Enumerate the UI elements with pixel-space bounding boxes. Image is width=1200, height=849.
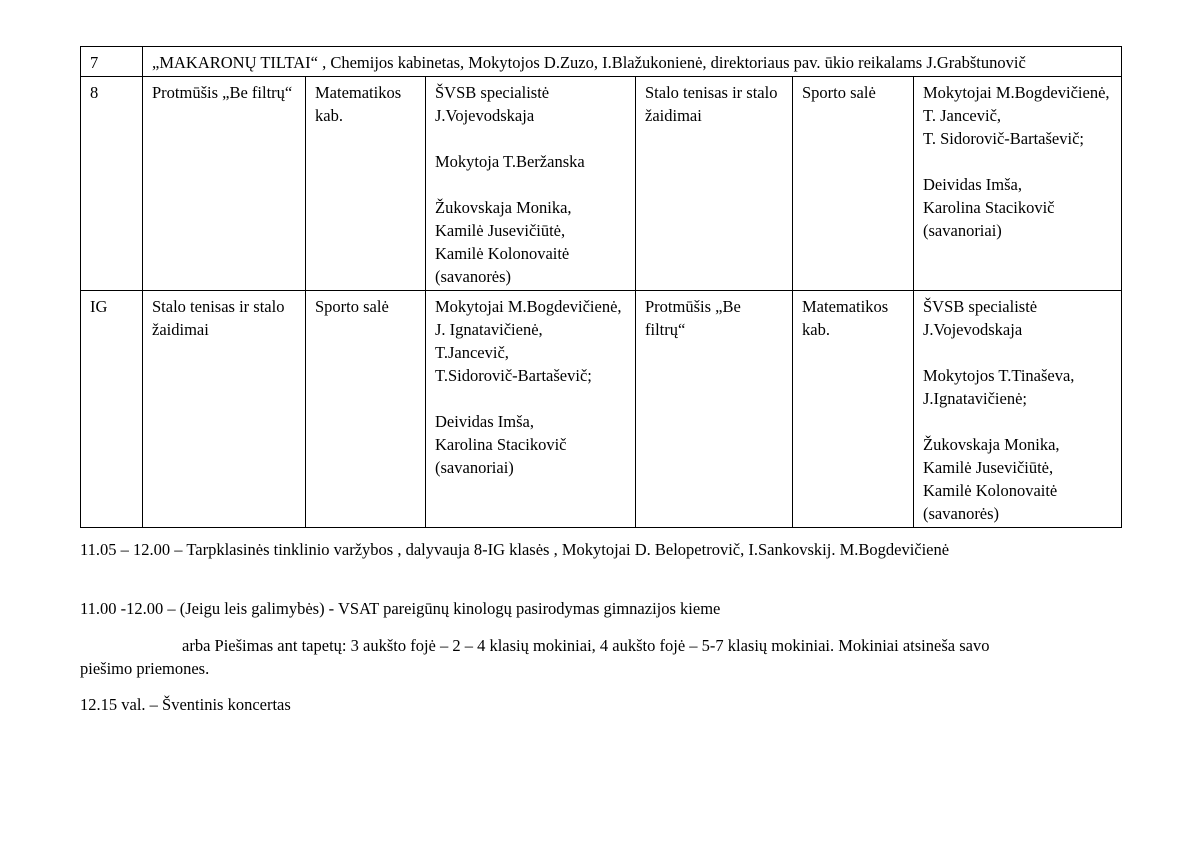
volleyball-event-paragraph: 11.05 – 12.00 – Tarpklasinės tinklinio varžybos , dalyvauja 8-IG klasės , Mokytojai D. Belopetrovič, I.Sankovskij. M.Bogdevičienė bbox=[80, 540, 950, 559]
table-row bbox=[81, 291, 1122, 528]
table-row bbox=[81, 47, 1122, 77]
wallpaper-drawing-paragraph: arba Piešimas ant tapetų: 3 aukšto fojė – 2 – 4 klasių mokiniai, 4 aukšto fojė – 5-7 klasių mokiniai. Mokiniai atsineša savo piešimo priemones. bbox=[80, 636, 990, 678]
schedule-table bbox=[80, 46, 1122, 528]
activity-description-cell: „MAKARONŲ TILTAI“ , Chemijos kabinetas, Mokytojos D.Zuzo, I.Blažukonienė, direktoriaus pav. ūkio reikalams J.Grabštunovič bbox=[143, 47, 1122, 77]
kinology-show-paragraph: 11.00 -12.00 – (Jeigu leis galimybės) - VSAT pareigūnų kinologų pasirodymas gimnazijos kieme bbox=[80, 599, 721, 618]
row-number-cell: 7 bbox=[81, 47, 143, 77]
place-cell: Matematikos kab. bbox=[306, 77, 426, 291]
table-row bbox=[81, 77, 1122, 291]
activity-cell: Stalo tenisas ir stalo žaidimai bbox=[143, 291, 306, 528]
place-cell: Sporto salė bbox=[306, 291, 426, 528]
responsible-people-cell: Mokytojai M.Bogdevičienė, T. Jancevič, T. Sidorovič-Bartaševič; Deividas Imša, Karolina Stacikovič (savanoriai) bbox=[914, 77, 1122, 291]
place-cell: Sporto salė bbox=[793, 77, 914, 291]
activity-cell: Protmūšis „Be filtrų“ bbox=[636, 291, 793, 528]
responsible-people-cell: ŠVSB specialistė J.Vojevodskaja Mokytoja T.Beržanska Žukovskaja Monika, Kamilė Jusevičiūtė, Kamilė Kolonovaitė (savanorės) bbox=[426, 77, 636, 291]
responsible-people-cell: Mokytojai M.Bogdevičienė, J. Ignatavičienė, T.Jancevič, T.Sidorovič-Bartaševič; Deividas Imša, Karolina Stacikovič (savanoriai) bbox=[426, 291, 636, 528]
responsible-people-cell: ŠVSB specialistė J.Vojevodskaja Mokytojos T.Tinaševa, J.Ignatavičienė; Žukovskaja Monika, Kamilė Jusevičiūtė, Kamilė Kolonovaitė (savanorės) bbox=[914, 291, 1122, 528]
row-number-cell: 8 bbox=[81, 77, 143, 291]
activity-cell: Stalo tenisas ir stalo žaidimai bbox=[636, 77, 793, 291]
concert-paragraph: 12.15 val. – Šventinis koncertas bbox=[80, 695, 291, 714]
place-cell: Matematikos kab. bbox=[793, 291, 914, 528]
activity-cell: Protmūšis „Be filtrų“ bbox=[143, 77, 306, 291]
row-number-cell: IG bbox=[81, 291, 143, 528]
